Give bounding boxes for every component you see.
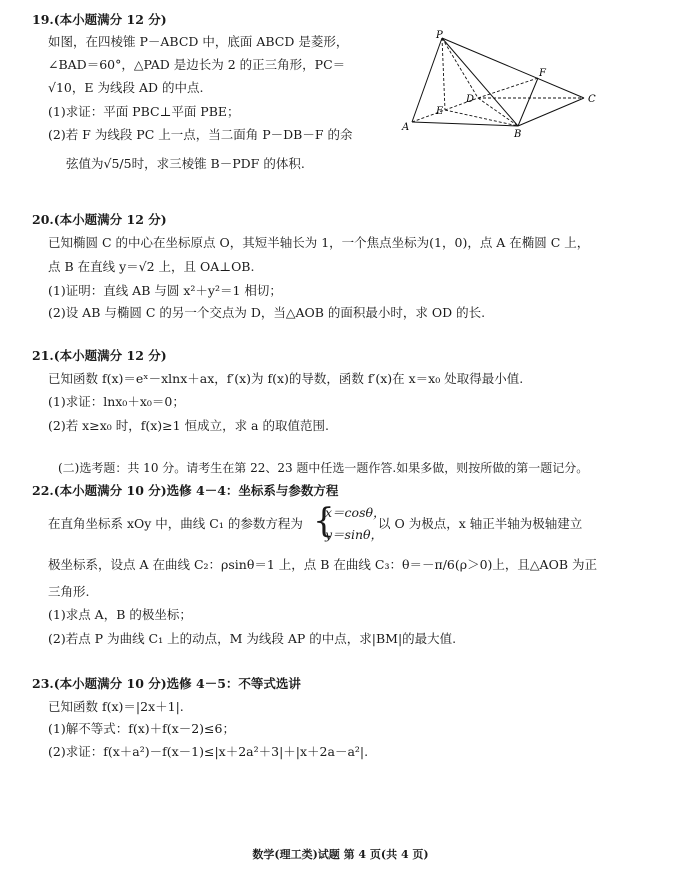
page-footer: 数学(理工类)试题 第 4 页(共 4 页) (252, 848, 429, 861)
q22-header: 22.(本小题满分 10 分)选修 4－4：坐标系与参数方程 (32, 483, 339, 498)
q19-line3: √10，E 为线段 AD 的中点. (48, 80, 204, 95)
pyramid-figure (398, 30, 608, 140)
edge-PD (442, 38, 478, 98)
q20-part1: (1)证明：直线 AB 与圆 x²＋y²＝1 相切； (48, 283, 282, 298)
q19-line2: ∠BAD＝60°，△PAD 是边长为 2 的正三角形，PC＝ (48, 57, 346, 72)
label-A: A (402, 122, 410, 133)
edge-DF (478, 78, 538, 98)
q20-part2: (2)设 AB 与椭圆 C 的另一个交点为 D，当△AOB 的面积最小时，求 OD 的长. (48, 305, 486, 320)
param-eq-x: x＝cosθ， (325, 505, 386, 520)
param-brace: { (313, 501, 335, 541)
label-D: D (466, 94, 475, 105)
q20-header: 20.(本小题满分 12 分) (32, 212, 167, 227)
q21-part2: (2)若 x≥x₀ 时，f(x)≥1 恒成立，求 a 的取值范围. (48, 418, 329, 433)
q23-part2: (2)求证：f(x＋a²)－f(x－1)≤|x＋2a²＋3|＋|x＋2a－a²|. (48, 744, 369, 759)
q22-part2: (2)若点 P 为曲线 C₁ 上的动点，M 为线段 AP 的中点，求|BM|的最大值. (48, 631, 457, 646)
q21-header: 21.(本小题满分 12 分) (32, 348, 167, 363)
q19-line1: 如图，在四棱锥 P－ABCD 中，底面 ABCD 是菱形， (48, 34, 349, 49)
q23-header: 23.(本小题满分 10 分)选修 4－5：不等式选讲 (32, 676, 301, 691)
q19-part2-cont: 弦值为√5/5时，求三棱锥 B－PDF 的体积. (66, 156, 305, 171)
q21-part1: (1)求证：lnx₀＋x₀＝0； (48, 394, 185, 409)
q20-line1: 已知椭圆 C 的中心在坐标原点 O，其短半轴长为 1，一个焦点坐标为(1，0)，点 A 在椭圆 C 上， (48, 235, 590, 250)
q23-part1: (1)解不等式：f(x)＋f(x－2)≤6； (48, 721, 235, 736)
edge-PC (442, 38, 584, 98)
q19-part2: (2)若 F 为线段 PC 上一点，当二面角 P－DB－F 的余 (48, 127, 353, 142)
label-P: P (436, 30, 443, 41)
q22-line2: 极坐标系，设点 A 在曲线 C₂：ρsinθ＝1 上，点 B 在曲线 C₃：θ＝－π/6(ρ＞0)上，且△AOB 为正 (48, 557, 597, 572)
q22-line3: 三角形. (48, 584, 90, 599)
param-eq-y: y＝sinθ， (325, 527, 384, 542)
label-C: C (588, 94, 596, 105)
q21-line1: 已知函数 f(x)＝eˣ－xlnx＋ax，f′(x)为 f(x)的导数，函数 f′(x)在 x＝x₀ 处取得最小值. (48, 371, 524, 386)
label-B: B (514, 129, 522, 140)
edge-PE (442, 38, 445, 110)
edge-PB (442, 38, 518, 126)
edge-AB (412, 122, 518, 126)
q22-part1: (1)求点 A，B 的极坐标； (48, 607, 192, 622)
label-F: F (539, 68, 546, 79)
q20-line2: 点 B 在直线 y＝√2 上，且 OA⊥OB. (48, 259, 255, 274)
label-E: E (436, 106, 444, 117)
elective-intro: (二)选考题：共 10 分。请考生在第 22、23 题中任选一题作答.如果多做，则按所做的第一题记分。 (58, 461, 589, 475)
q22-line1-post: 以 O 为极点，x 轴正半轴为极轴建立 (378, 516, 583, 531)
q22-line1-pre: 在直角坐标系 xOy 中，曲线 C₁ 的参数方程为 (48, 516, 303, 531)
q19-part1: (1)求证：平面 PBC⊥平面 PBE； (48, 104, 240, 119)
q23-line1: 已知函数 f(x)＝|2x＋1|. (48, 699, 184, 714)
q19-header: 19.(本小题满分 12 分) (32, 12, 167, 27)
